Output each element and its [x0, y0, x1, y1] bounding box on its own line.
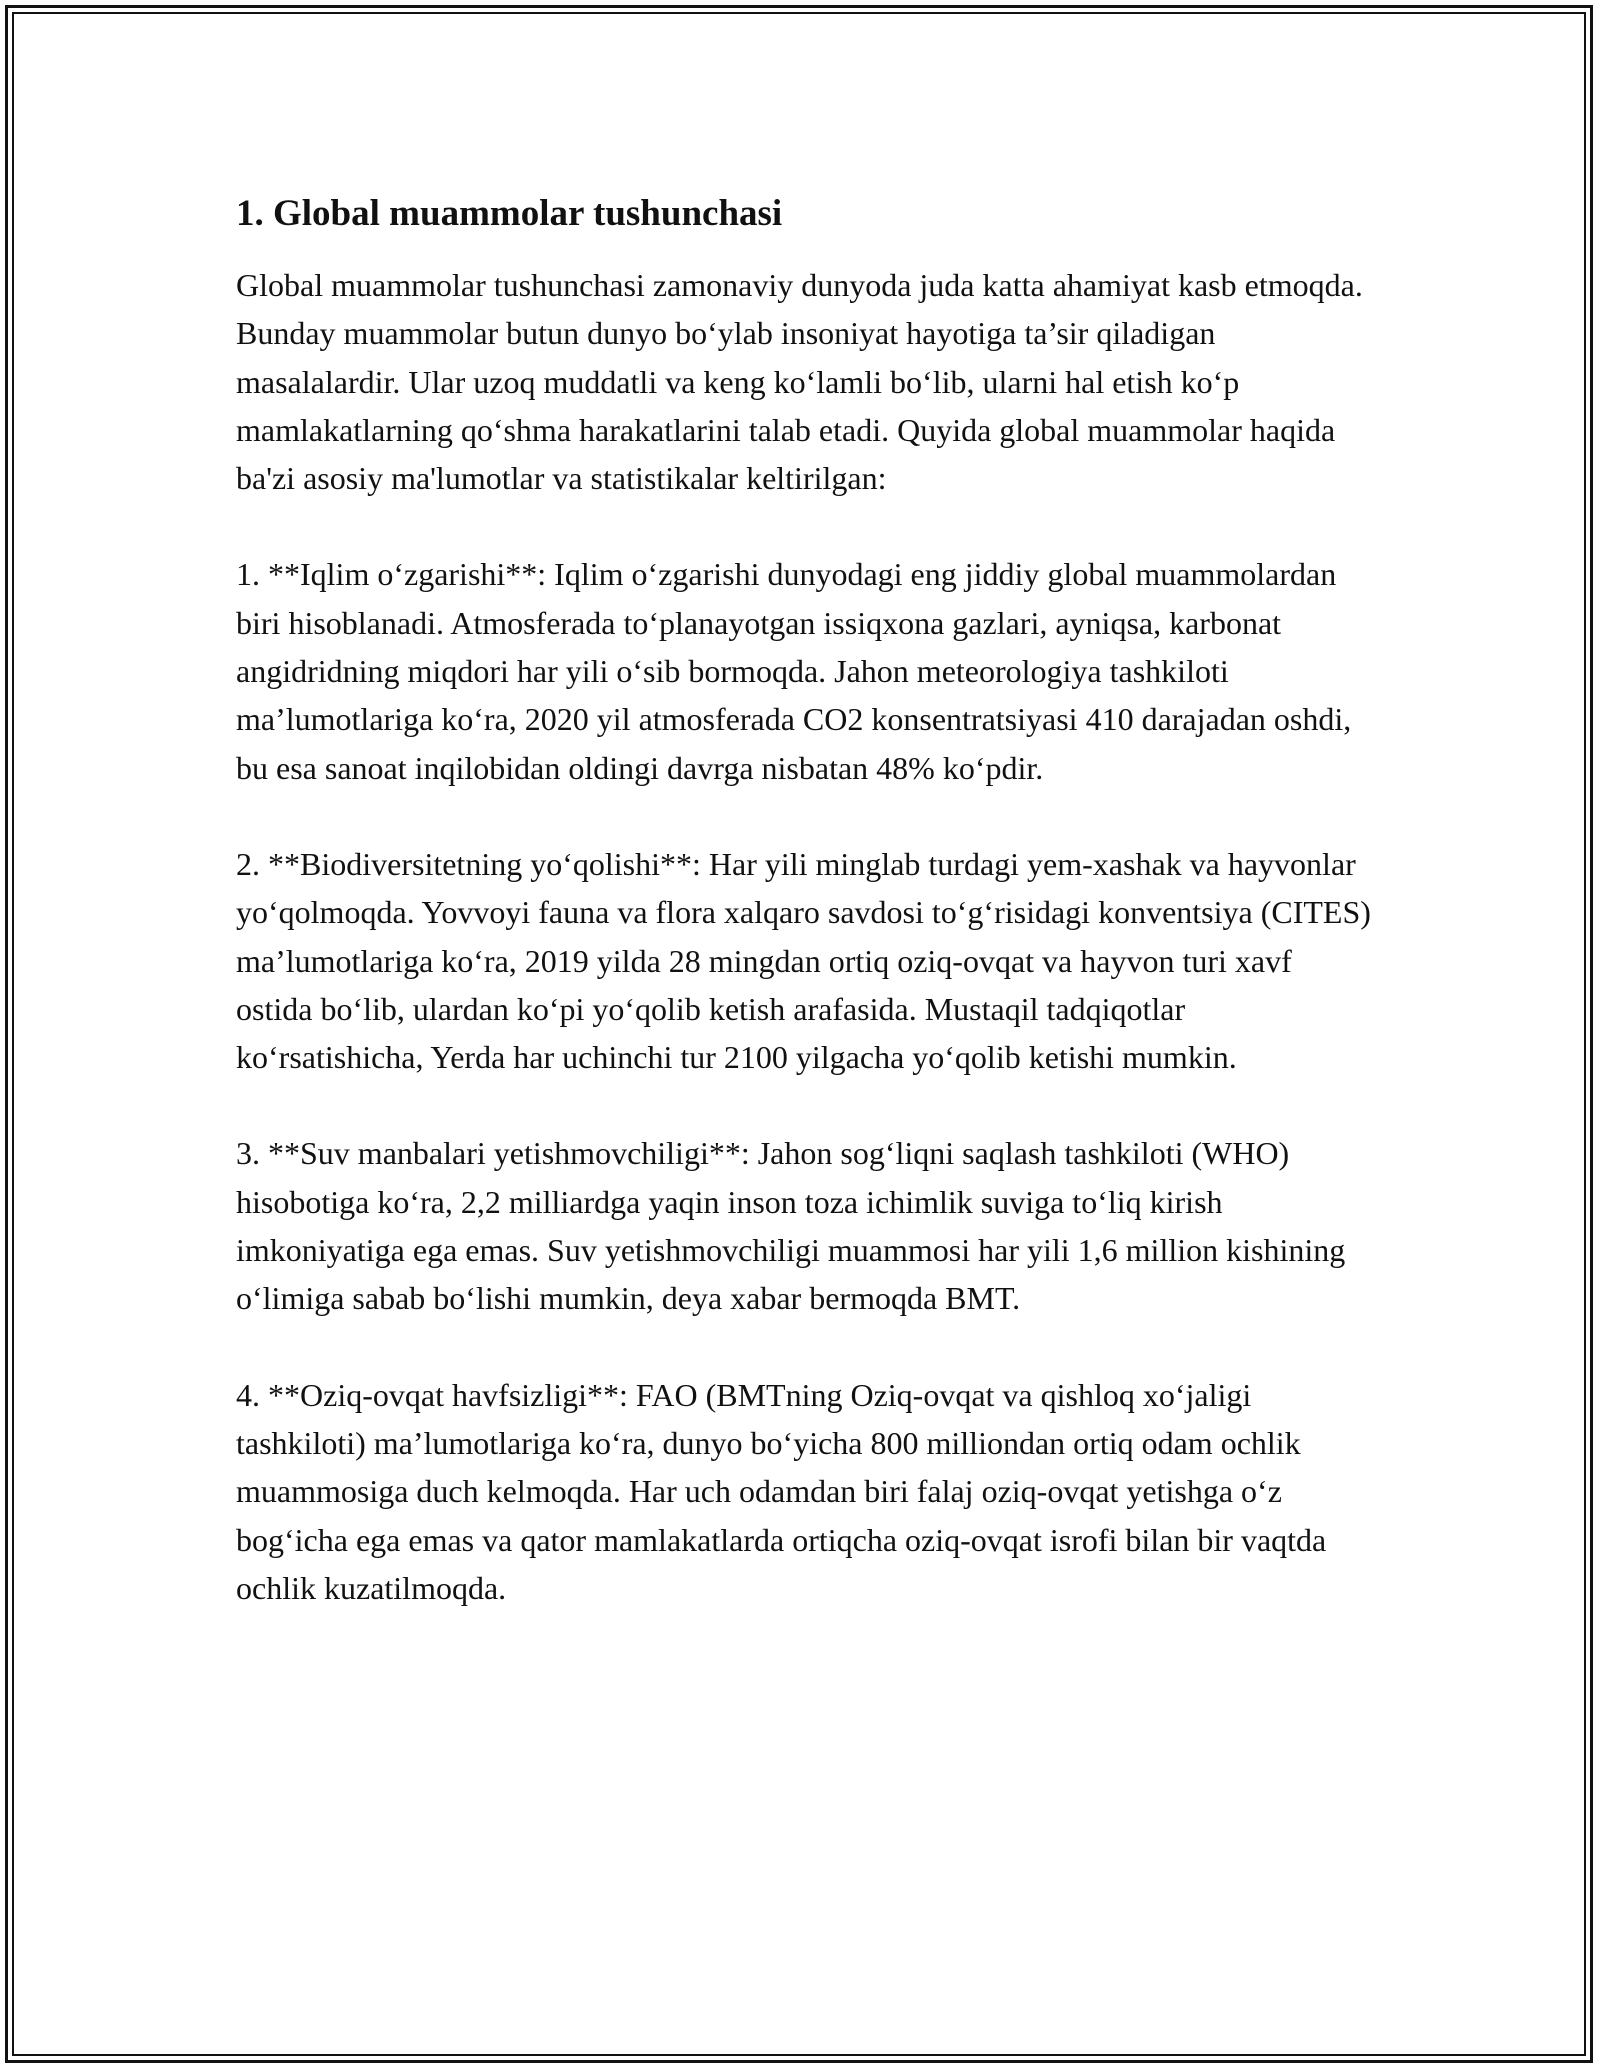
document-body	[236, 188, 1376, 1660]
food-security-paragraph: 4. **Oziq-ovqat havfsizligi**: FAO (BMTning Oziq-ovqat va qishloq xo‘jaligi tashkiloti) ma’lumotlariga ko‘ra, dunyo bo‘yicha 800 milliondan ortiq odam ochlik muammosiga duch kelmoqda. Har uch odamdan biri falaj oziq-ovqat yetishga o‘z bog‘icha ega emas va qator mamlakatlarda ortiqcha oziq-ovqat isrofi bilan bir vaqtda ochlik kuzatilmoqda.	[236, 1376, 1327, 1606]
biodiversity-loss-paragraph: 2. **Biodiversitetning yo‘qolishi**: Har yili minglab turdagi yem-xashak va hayvonlar yo‘qolmoqda. Yovvoyi fauna va flora xalqaro savdosi to‘g‘risidagi konventsiya (CITES) ma’lumotlariga ko‘ra, 2019 yilda 28 mingdan ortiq oziq-ovqat va hayvon turi xavf ostida bo‘lib, ulardan ko‘pi yo‘qolib ketish arafasida. Mustaqil tadqiqotlar ko‘rsatishicha, Yerda har uchinchi tur 2100 yilgacha yo‘qolib ketishi mumkin.	[236, 845, 1371, 1076]
climate-change-paragraph: 1. **Iqlim o‘zgarishi**: Iqlim o‘zgarishi dunyodagi eng jiddiy global muammolardan biri hisoblanadi. Atmosferada to‘planayotgan issiqxona gazlari, ayniqsa, karbonat angidridning miqdori har yili o‘sib bormoqda. Jahon meteorologiya tashkiloti ma’lumotlariga ko‘ra, 2020 yil atmosferada CO2 konsentratsiyasi 410 darajadan oshdi, bu esa sanoat inqilobidan oldingi davrga nisbatan 48% ko‘pdir.	[236, 556, 1352, 786]
document-title: 1. Global muammolar tushunchasi	[236, 193, 783, 234]
water-shortage-paragraph: 3. **Suv manbalari yetishmovchiligi**: Jahon sog‘liqni saqlash tashkiloti (WHO) hisobotiga ko‘ra, 2,2 milliardga yaqin inson toza ichimlik suviga to‘liq kirish imkoniyatiga ega emas. Suv yetishmovchiligi muammosi har yili 1,6 million kishining o‘limiga sabab bo‘lishi mumkin, deya xabar bermoqda BMT.	[236, 1135, 1346, 1317]
intro-paragraph: Global muammolar tushunchasi zamonaviy dunyoda juda katta ahamiyat kasb etmoqda. Bunday muammolar butun dunyo bo‘ylab insoniyat hayotiga ta’sir qiladigan masalalardir. Ular uzoq muddatli va keng ko‘lamli bo‘lib, ularni hal etish ko‘p mamlakatlarning qo‘shma harakatlarini talab etadi. Quyida global muammolar haqida ba'zi asosiy ma'lumotlar va statistikalar keltirilgan:	[236, 267, 1363, 497]
